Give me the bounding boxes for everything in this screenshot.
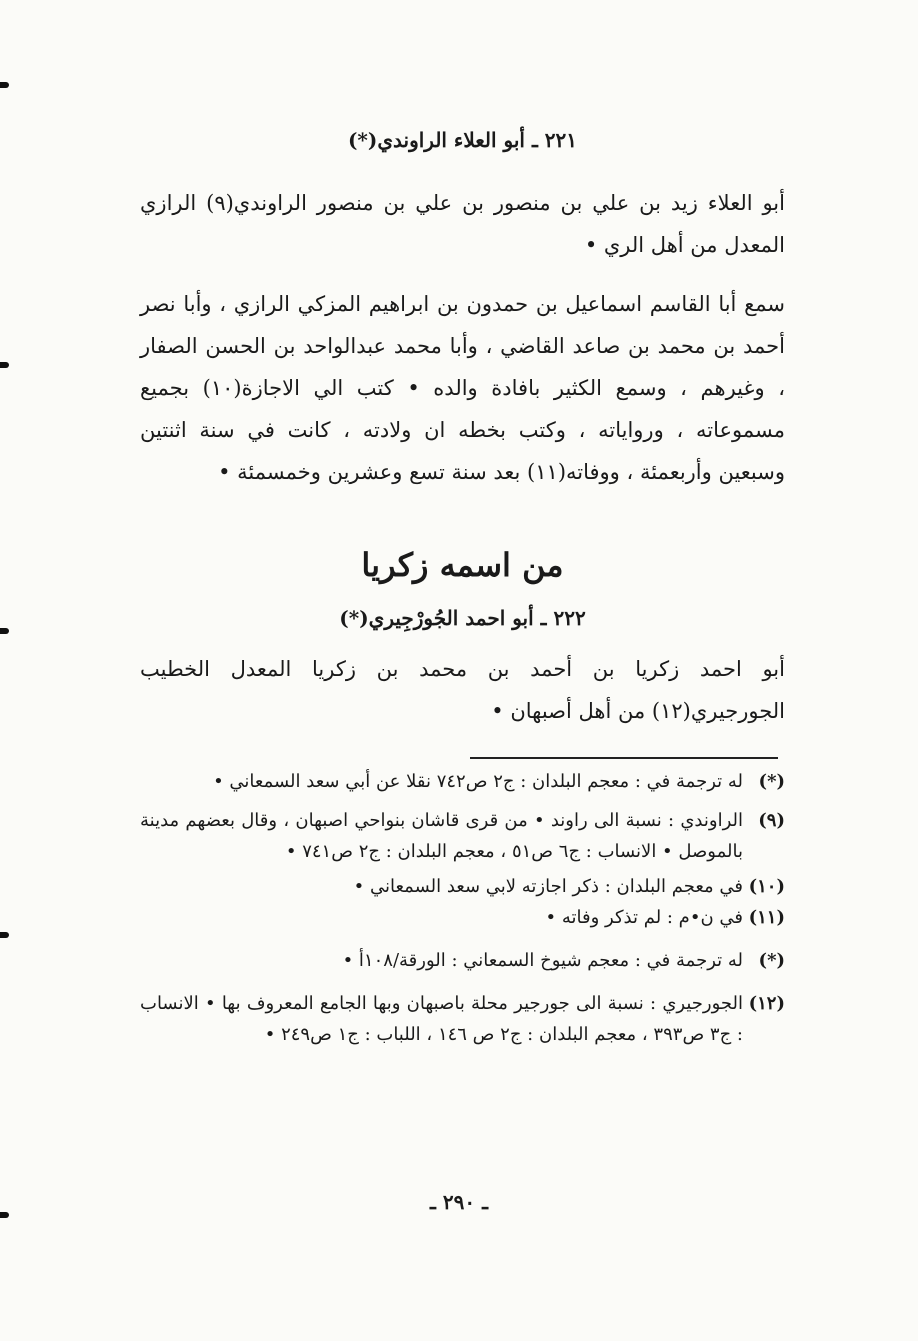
footnotes (140, 766, 785, 1050)
footnote-item (140, 945, 785, 976)
footnote-marker: (١٢) (748, 993, 785, 1014)
paragraph: أبو العلاء زيد بن علي بن منصور بن علي بن منصور الراوندي(٩) الرازي المعدل من أهل الري • (140, 191, 785, 257)
footnote-text: له ترجمة في : معجم البلدان : ج٢ ص٧٤٢ نقلا عن أبي سعد السمعاني • (213, 771, 743, 792)
footnote-marker: (١١) (748, 907, 785, 928)
section-title: من اسمه زكريا (361, 546, 564, 584)
footnote-item (140, 766, 785, 797)
footnote-item (140, 871, 785, 902)
footnote-text: الراوندي : نسبة الى راوند • من قرى قاشان بنواحي اصبهان ، وقال بعضهم مدينة بالموصل • الانساب : ج٦ ص٥١ ، معجم البلدان : ج٢ ص٧٤١ • (140, 810, 743, 862)
footnote-text: في ن•م : لم تذكر وفاته • (545, 907, 743, 928)
footnote-marker: (١٠) (748, 876, 785, 897)
footnote-item (140, 805, 785, 867)
scan-edge-mark (0, 628, 9, 634)
entry-221-para-1 (140, 182, 785, 266)
page-number: ـ ٢٩٠ ـ (430, 1190, 488, 1214)
entry-heading: ٢٢٢ ـ أبو احمد الجُورْجِيري(*) (339, 606, 586, 630)
footnote-separator (470, 757, 778, 759)
footnote-text: الجورجيري : نسبة الى جورجير محلة باصبهان وبها الجامع المعروف بها • الانساب : ج٣ ص٣٩٣ ، معجم البلدان : ج٢ ص ١٤٦ ، اللباب : ج١ ص٢٤٩ • (140, 993, 743, 1045)
scan-edge-mark (0, 932, 9, 938)
entry-222-heading-block (140, 606, 785, 630)
entry-222-para-1 (140, 648, 785, 732)
entry-221-heading-block (140, 128, 785, 152)
footnote-marker: (*) (758, 950, 785, 971)
footnote-item (140, 902, 785, 933)
paragraph: أبو احمد زكريا بن أحمد بن محمد بن زكريا المعدل الخطيب الجورجيري(١٢) من أهل أصبهان • (140, 657, 785, 723)
footnote-marker: (*) (758, 771, 785, 792)
footnote-item (140, 988, 785, 1050)
entry-221-para-2 (140, 283, 785, 493)
paragraph: سمع أبا القاسم اسماعيل بن حمدون بن ابراهيم المزكي الرازي ، وأبا نصر أحمد بن محمد بن صاعد القاضي ، وأبا محمد عبدالواحد بن الحسن الصفار ، وغيرهم ، وسمع الكثير بافادة والده • كتب الي الاجازة(١٠) بجميع مسموعاته ، ورواياته ، وكتب بخطه ان ولادته ، كانت في سنة اثنتين وسبعين وأربعمئة ، ووفاته(١١) بعد سنة تسع وعشرين وخمسمئة • (140, 292, 785, 484)
footnote-text: في معجم البلدان : ذكر اجازته لابي سعد السمعاني • (353, 876, 743, 897)
footnote-marker: (٩) (758, 810, 785, 831)
scan-edge-mark (0, 362, 9, 368)
scan-edge-mark (0, 82, 9, 88)
footnote-text: له ترجمة في : معجم شيوخ السمعاني : الورقة/١٠٨أ • (342, 950, 743, 971)
section-title-block (140, 546, 785, 584)
entry-heading: ٢٢١ ـ أبو العلاء الراوندي(*) (347, 128, 578, 152)
